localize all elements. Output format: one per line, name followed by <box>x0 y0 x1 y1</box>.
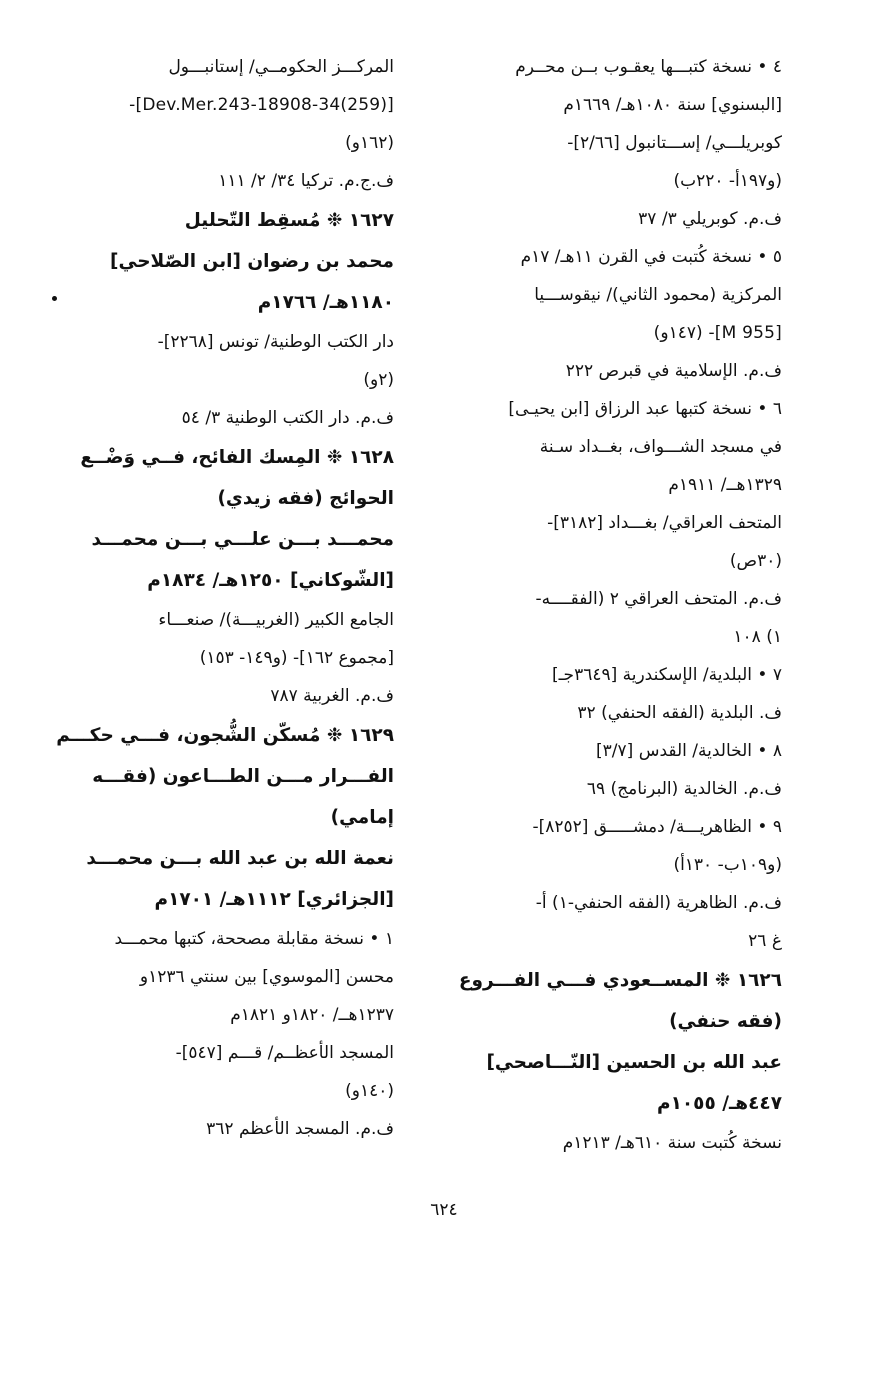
right-column-line: ف.م. كوبريلي ٣/ ٣٧ <box>638 209 782 229</box>
left-column-line: ١١٨٠هـ/ ١٧٦٦م <box>257 292 394 313</box>
right-column-line: غ ٢٦ <box>748 931 782 951</box>
right-column-line: [M 955]- (١٤٧و) <box>653 323 782 343</box>
right-column-line: (و١٠٩ب- ١٣٠أ) <box>673 855 782 875</box>
right-column-line: (٣٠ص) <box>729 551 782 571</box>
right-column-line: ف.م. المتحف العراقي ٢ (الفقــــه- <box>535 589 782 609</box>
right-column-line: ١) ١٠٨ <box>733 627 782 647</box>
bullet-dot <box>52 296 57 301</box>
left-column-line: ١٦٢٨ ❉ المِسك الفائح، فــي وَضْــع <box>80 447 394 468</box>
right-column <box>436 48 782 1162</box>
right-column-line: ٤٤٧هـ/ ١٠٥٥م <box>657 1093 782 1114</box>
right-column-line: ف. البلدية (الفقه الحنفي) ٣٢ <box>577 703 782 723</box>
left-column-line: محسن [الموسوي] بين سنتي ١٢٣٦و <box>139 967 394 987</box>
left-column-line: المسجد الأعظــم/ قـــم [٥٤٧]- <box>175 1043 394 1063</box>
left-column-line: محمـــد بـــن علـــي بـــن محمـــد <box>91 529 394 550</box>
right-column-line: (و١٩٧أ- ٢٢٠ب) <box>673 171 782 191</box>
left-column-line: (١٦٢و) <box>345 133 394 153</box>
right-column-line: [البسنوي] سنة ١٠٨٠هـ/ ١٦٦٩م <box>563 95 782 115</box>
left-column-line: ١٢٣٧هــ/ ١٨٢٠و ١٨٢١م <box>230 1005 394 1025</box>
right-column-line: ٥ • نسخة كُتبت في القرن ١١هـ/ ١٧م <box>520 247 782 267</box>
right-column-line: ف.م. الظاهرية (الفقه الحنفي-١) أ- <box>535 893 782 913</box>
right-column-line: كوبريلـــي/ إســـتانبول [٢/٦٦]- <box>567 133 782 153</box>
right-column-line: ف.م. الخالدية (البرنامج) ٦٩ <box>586 779 782 799</box>
left-column-line: ١٦٢٧ ❉ مُسقِط التّحليل <box>184 210 394 231</box>
left-column-line: محمد بن رضوان [ابن الصّلاحي] <box>110 251 394 272</box>
right-column-line: (فقه حنفي) <box>669 1011 782 1032</box>
right-column-line: المتحف العراقي/ بغـــداد [٣١٨٢]- <box>547 513 782 533</box>
left-column-line: [(259)34-Dev.Mer.243-18908]- <box>129 95 394 115</box>
left-column-line: المركـــز الحكومــي/ إستانبـــول <box>168 57 394 77</box>
right-column-line: المركزية (محمود الثاني)/ نيقوســـيا <box>534 285 782 305</box>
left-column-line: ف.م. الغربية ٧٨٧ <box>270 686 394 706</box>
left-column-line: (٢و) <box>363 370 394 390</box>
right-column-line: ٤ • نسخة كتبـــها يعقـوب بــن محــرم <box>515 57 782 77</box>
left-column-line: (١٤٠و) <box>345 1081 394 1101</box>
left-column-line: نعمة الله بن عبد الله بـــن محمـــد <box>86 848 394 869</box>
right-column-line: نسخة كُتبت سنة ٦١٠هـ/ ١٢١٣م <box>562 1133 782 1153</box>
right-column-line: في مسجد الشـــواف، بغــداد سـنة <box>539 437 782 457</box>
right-column-line: ٩ • الظاهريـــة/ دمشـــــق [٨٢٥٢]- <box>532 817 782 837</box>
left-column-line: ١٦٢٩ ❉ مُسكّن الشُّجون، فـــي حكـــم <box>56 725 394 746</box>
left-column-line: [مجموع ١٦٢]- (و١٤٩- ١٥٣) <box>199 648 394 668</box>
left-column-line: ١ • نسخة مقابلة مصححة، كتبها محمـــد <box>114 929 394 949</box>
right-column-line: ١٦٢٦ ❉ المســعودي فـــي الفـــروع <box>458 970 782 991</box>
left-column <box>48 48 394 1148</box>
right-column-line: ف.م. الإسلامية في قبرص ٢٢٢ <box>565 361 782 381</box>
right-column-line: عبد الله بن الحسين [النّـــاصحي] <box>486 1052 782 1073</box>
left-column-line: ف.ج.م. تركيا ٣٤/ ٢/ ١١١ <box>218 171 394 191</box>
left-column-line: ف.م. دار الكتب الوطنية ٣/ ٥٤ <box>181 408 394 428</box>
left-column-line: الحوائج (فقه زيدي) <box>217 488 394 509</box>
right-column-line: ٨ • الخالدية/ القدس [٣/٧] <box>596 741 782 761</box>
left-column-line: دار الكتب الوطنية/ تونس [٢٢٦٨]- <box>157 332 394 352</box>
left-column-line: الجامع الكبير (الغربيـــة)/ صنعـــاء <box>158 610 394 630</box>
left-column-line: الفـــرار مـــن الطـــاعون (فقـــه <box>92 766 394 787</box>
left-column-line: [الشّوكاني] ١٢٥٠هـ/ ١٨٣٤م <box>147 570 394 591</box>
page-number: ٦٢٤ <box>430 1200 458 1220</box>
right-column-line: ٧ • البلدية/ الإسكندرية [٣٦٤٩جـ] <box>551 665 782 685</box>
left-column-line: إمامي) <box>330 807 394 828</box>
left-column-line: [الجزائري] ١١١٢هـ/ ١٧٠١م <box>154 889 394 910</box>
right-column-line: ٦ • نسخة كتبها عبد الرزاق [ابن يحيـى] <box>508 399 782 419</box>
right-column-line: ١٣٢٩هــ/ ١٩١١م <box>668 475 782 495</box>
left-column-line: ف.م. المسجد الأعظم ٣٦٢ <box>206 1119 394 1139</box>
